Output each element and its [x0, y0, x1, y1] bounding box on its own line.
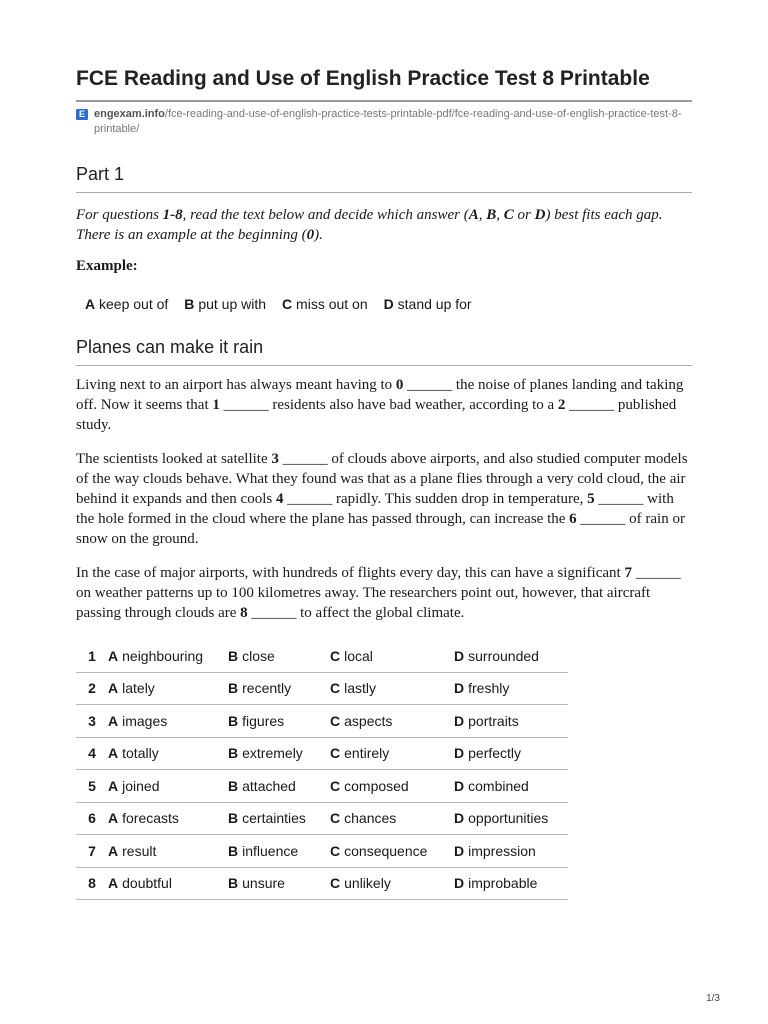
- option-letter: A: [108, 647, 119, 664]
- example-option-c: [282, 296, 368, 312]
- answer-row: [76, 672, 568, 705]
- answer-option-b: [228, 802, 330, 835]
- paragraph-text: of rain or snow on the ground.: [76, 511, 685, 547]
- option-letter: D: [383, 296, 394, 312]
- answer-option-a: [108, 672, 228, 705]
- page-number: 1/3: [706, 993, 720, 1004]
- page-title: FCE Reading and Use of English Practice Test 8 Printable: [76, 66, 692, 102]
- option-text: certainties: [242, 810, 306, 827]
- answer-option-c: [330, 835, 454, 868]
- option-letter: C: [330, 712, 341, 729]
- source-domain[interactable]: engexam.info: [94, 108, 165, 120]
- instructions-text: ) best fits each gap. There is an example at the beginning (: [76, 207, 663, 243]
- option-letter: D: [454, 647, 465, 664]
- answer-option-a: [108, 835, 228, 868]
- paragraph-text: residents also have bad weather, according to a: [268, 397, 558, 413]
- answer-option-c: [330, 705, 454, 738]
- instructions-question-range: 1-8: [162, 207, 183, 223]
- option-letter: A: [108, 712, 119, 729]
- text-paragraph-1: [76, 375, 692, 435]
- option-text: impression: [468, 842, 536, 859]
- option-text: improbable: [468, 875, 538, 892]
- question-number: 7: [76, 835, 108, 868]
- answer-option-d: [454, 705, 568, 738]
- option-text: composed: [344, 777, 409, 794]
- example-label: Example:: [76, 258, 138, 274]
- option-text: forecasts: [122, 810, 179, 827]
- option-letter: A: [108, 842, 119, 859]
- gap-blank: ______: [569, 397, 615, 413]
- instructions-letter-a: A: [468, 207, 479, 223]
- option-letter: A: [85, 296, 96, 312]
- question-number: 4: [76, 737, 108, 770]
- question-number: 5: [76, 770, 108, 803]
- answer-option-d: [454, 802, 568, 835]
- option-text: aspects: [344, 712, 393, 729]
- answer-option-d: [454, 867, 568, 900]
- paragraph-text: rapidly. This sudden drop in temperature,: [332, 491, 588, 507]
- answer-option-d: [454, 672, 568, 705]
- option-letter: D: [454, 777, 465, 794]
- question-number: 6: [76, 802, 108, 835]
- option-letter: A: [108, 875, 119, 892]
- answer-option-c: [330, 640, 454, 672]
- option-letter: D: [454, 680, 465, 697]
- option-letter: B: [228, 842, 239, 859]
- answer-row: [76, 835, 568, 868]
- answer-option-a: [108, 802, 228, 835]
- option-text: influence: [242, 842, 299, 859]
- question-number: 1: [76, 640, 108, 672]
- gap-number: 3: [271, 451, 279, 467]
- site-logo-icon: E: [76, 109, 88, 120]
- option-letter: C: [330, 875, 341, 892]
- answer-option-d: [454, 770, 568, 803]
- gap-blank: ______: [580, 511, 626, 527]
- answer-option-b: [228, 672, 330, 705]
- gap-3: [271, 451, 327, 467]
- option-letter: C: [330, 647, 341, 664]
- gap-2: [558, 397, 614, 413]
- option-text: extremely: [242, 745, 303, 762]
- answer-options-table: [76, 640, 568, 900]
- gap-7: [624, 565, 680, 581]
- answer-option-b: [228, 737, 330, 770]
- instructions-letter-b: B: [486, 207, 497, 223]
- instructions-text: or: [513, 207, 535, 223]
- answer-row: [76, 705, 568, 738]
- gap-number: 4: [275, 491, 284, 507]
- text-paragraph-2: [76, 449, 692, 549]
- gap-8: [240, 605, 296, 621]
- answer-option-d: [454, 640, 568, 672]
- example-option-b: [184, 296, 266, 312]
- option-text: combined: [468, 777, 529, 794]
- option-letter: B: [228, 647, 239, 664]
- instructions-text: ,: [478, 207, 487, 223]
- option-letter: C: [330, 680, 341, 697]
- option-text: doubtful: [122, 875, 172, 892]
- paragraph-text: on weather patterns up to 100 kilometres away. The researchers point out, however, that aircraft passing through clouds are: [76, 585, 651, 621]
- option-text: unlikely: [344, 875, 391, 892]
- gap-blank: ______: [407, 377, 453, 393]
- option-text: totally: [122, 745, 159, 762]
- gap-0: [396, 377, 452, 393]
- option-text: opportunities: [468, 810, 549, 827]
- gap-number: 6: [569, 511, 577, 527]
- gap-blank: ______: [251, 605, 297, 621]
- paragraph-text: The scientists looked at satellite: [76, 451, 272, 467]
- option-letter: B: [228, 777, 239, 794]
- paragraph-text: published study.: [76, 397, 677, 433]
- answer-option-b: [228, 640, 330, 672]
- option-letter: B: [184, 296, 195, 312]
- option-letter: D: [454, 875, 465, 892]
- option-text: portraits: [468, 712, 519, 729]
- option-text: local: [344, 647, 373, 664]
- gap-1: [212, 397, 268, 413]
- option-letter: D: [454, 745, 465, 762]
- option-letter: B: [228, 680, 239, 697]
- option-letter: A: [108, 810, 119, 827]
- option-text: perfectly: [468, 745, 522, 762]
- answer-option-c: [330, 802, 454, 835]
- option-letter: B: [228, 875, 239, 892]
- instructions-text: For questions: [76, 207, 163, 223]
- gap-number: 7: [624, 565, 632, 581]
- instructions-letter-d: D: [534, 207, 546, 223]
- gap-blank: ______: [635, 565, 681, 581]
- text-paragraph-3: [76, 563, 692, 623]
- instructions-letter-c: C: [503, 207, 514, 223]
- example-option-a: [85, 296, 168, 312]
- answer-option-c: [330, 770, 454, 803]
- option-text: chances: [344, 810, 397, 827]
- gap-4: [276, 491, 332, 507]
- question-number: 2: [76, 672, 108, 705]
- answer-row: [76, 802, 568, 835]
- answer-row: [76, 640, 568, 672]
- gap-6: [569, 511, 625, 527]
- answer-option-c: [330, 737, 454, 770]
- option-text: joined: [122, 777, 160, 794]
- gap-number: 1: [212, 397, 220, 413]
- answer-option-a: [108, 867, 228, 900]
- answer-option-a: [108, 770, 228, 803]
- part-heading: Part 1: [76, 164, 692, 193]
- paragraph-text: the noise of planes landing and taking off. Now it seems that: [76, 377, 684, 413]
- option-letter: D: [454, 810, 465, 827]
- source-path[interactable]: /fce-reading-and-use-of-english-practice-tests-printable-pdf/fce-reading-and-use-of-english-practice-test-8-printable/: [94, 108, 682, 135]
- gap-number: 5: [587, 491, 595, 507]
- gap-number: 0: [395, 377, 404, 393]
- answer-option-a: [108, 705, 228, 738]
- option-letter: C: [330, 810, 341, 827]
- answer-option-d: [454, 835, 568, 868]
- source-url[interactable]: [94, 107, 682, 137]
- option-text: recently: [242, 680, 292, 697]
- instructions-text: ,: [496, 207, 504, 223]
- paragraph-text: In the case of major airports, with hundreds of flights every day, this can have a significant: [76, 565, 625, 581]
- option-text: keep out of: [99, 296, 169, 312]
- option-letter: B: [228, 745, 239, 762]
- gap-blank: ______: [223, 397, 269, 413]
- answer-option-a: [108, 737, 228, 770]
- option-letter: C: [330, 745, 341, 762]
- option-text: miss out on: [296, 296, 368, 312]
- option-text: attached: [242, 777, 296, 794]
- option-text: result: [122, 842, 157, 859]
- option-letter: D: [454, 842, 465, 859]
- paragraph-text: to affect the global climate.: [296, 605, 465, 621]
- instructions-text: , read the text below and decide which answer (: [182, 207, 469, 223]
- option-text: lastly: [344, 680, 377, 697]
- gap-blank: ______: [282, 451, 328, 467]
- document-page: [76, 66, 692, 900]
- option-letter: B: [228, 712, 239, 729]
- paragraph-text: of clouds above airports, and also studied computer models of the way clouds behave. What they found was that as a plane flies through a very cold cloud, the air behind it expands and then cools: [76, 451, 688, 507]
- option-text: figures: [242, 712, 285, 729]
- option-letter: A: [108, 745, 119, 762]
- option-letter: A: [108, 680, 119, 697]
- option-text: neighbouring: [122, 647, 204, 664]
- answer-option-c: [330, 867, 454, 900]
- answer-row: [76, 770, 568, 803]
- instructions-text: ).: [314, 227, 323, 243]
- gap-number: 8: [240, 605, 248, 621]
- option-text: close: [242, 647, 275, 664]
- answer-option-b: [228, 867, 330, 900]
- example-option-d: [384, 296, 472, 312]
- option-text: surrounded: [468, 647, 539, 664]
- answer-option-b: [228, 835, 330, 868]
- paragraph-text: Living next to an airport has always meant having to: [76, 377, 396, 393]
- gap-blank: ______: [598, 491, 644, 507]
- instructions: [76, 205, 692, 245]
- option-letter: C: [330, 842, 341, 859]
- answer-option-b: [228, 705, 330, 738]
- example-options: [85, 296, 692, 312]
- option-letter: D: [454, 712, 465, 729]
- option-text: entirely: [344, 745, 390, 762]
- option-text: lately: [122, 680, 155, 697]
- instructions-example-number: 0: [306, 227, 315, 243]
- answer-option-b: [228, 770, 330, 803]
- answer-option-a: [108, 640, 228, 672]
- option-letter: A: [108, 777, 119, 794]
- text-title: Planes can make it rain: [76, 337, 692, 366]
- gap-blank: ______: [287, 491, 333, 507]
- answer-row: [76, 737, 568, 770]
- option-letter: C: [330, 777, 341, 794]
- paragraph-text: with the hole formed in the cloud where the plane has passed through, can increase the: [76, 491, 674, 527]
- option-text: freshly: [468, 680, 510, 697]
- gap-5: [587, 491, 643, 507]
- answer-option-d: [454, 737, 568, 770]
- option-text: unsure: [242, 875, 285, 892]
- option-letter: C: [282, 296, 293, 312]
- answer-row: [76, 867, 568, 900]
- question-number: 3: [76, 705, 108, 738]
- source-link[interactable]: [76, 107, 692, 137]
- option-text: images: [122, 712, 168, 729]
- gap-number: 2: [557, 397, 566, 413]
- answer-option-c: [330, 672, 454, 705]
- option-text: stand up for: [397, 296, 472, 312]
- question-number: 8: [76, 867, 108, 900]
- option-text: put up with: [198, 296, 267, 312]
- option-letter: B: [228, 810, 239, 827]
- option-text: consequence: [344, 842, 428, 859]
